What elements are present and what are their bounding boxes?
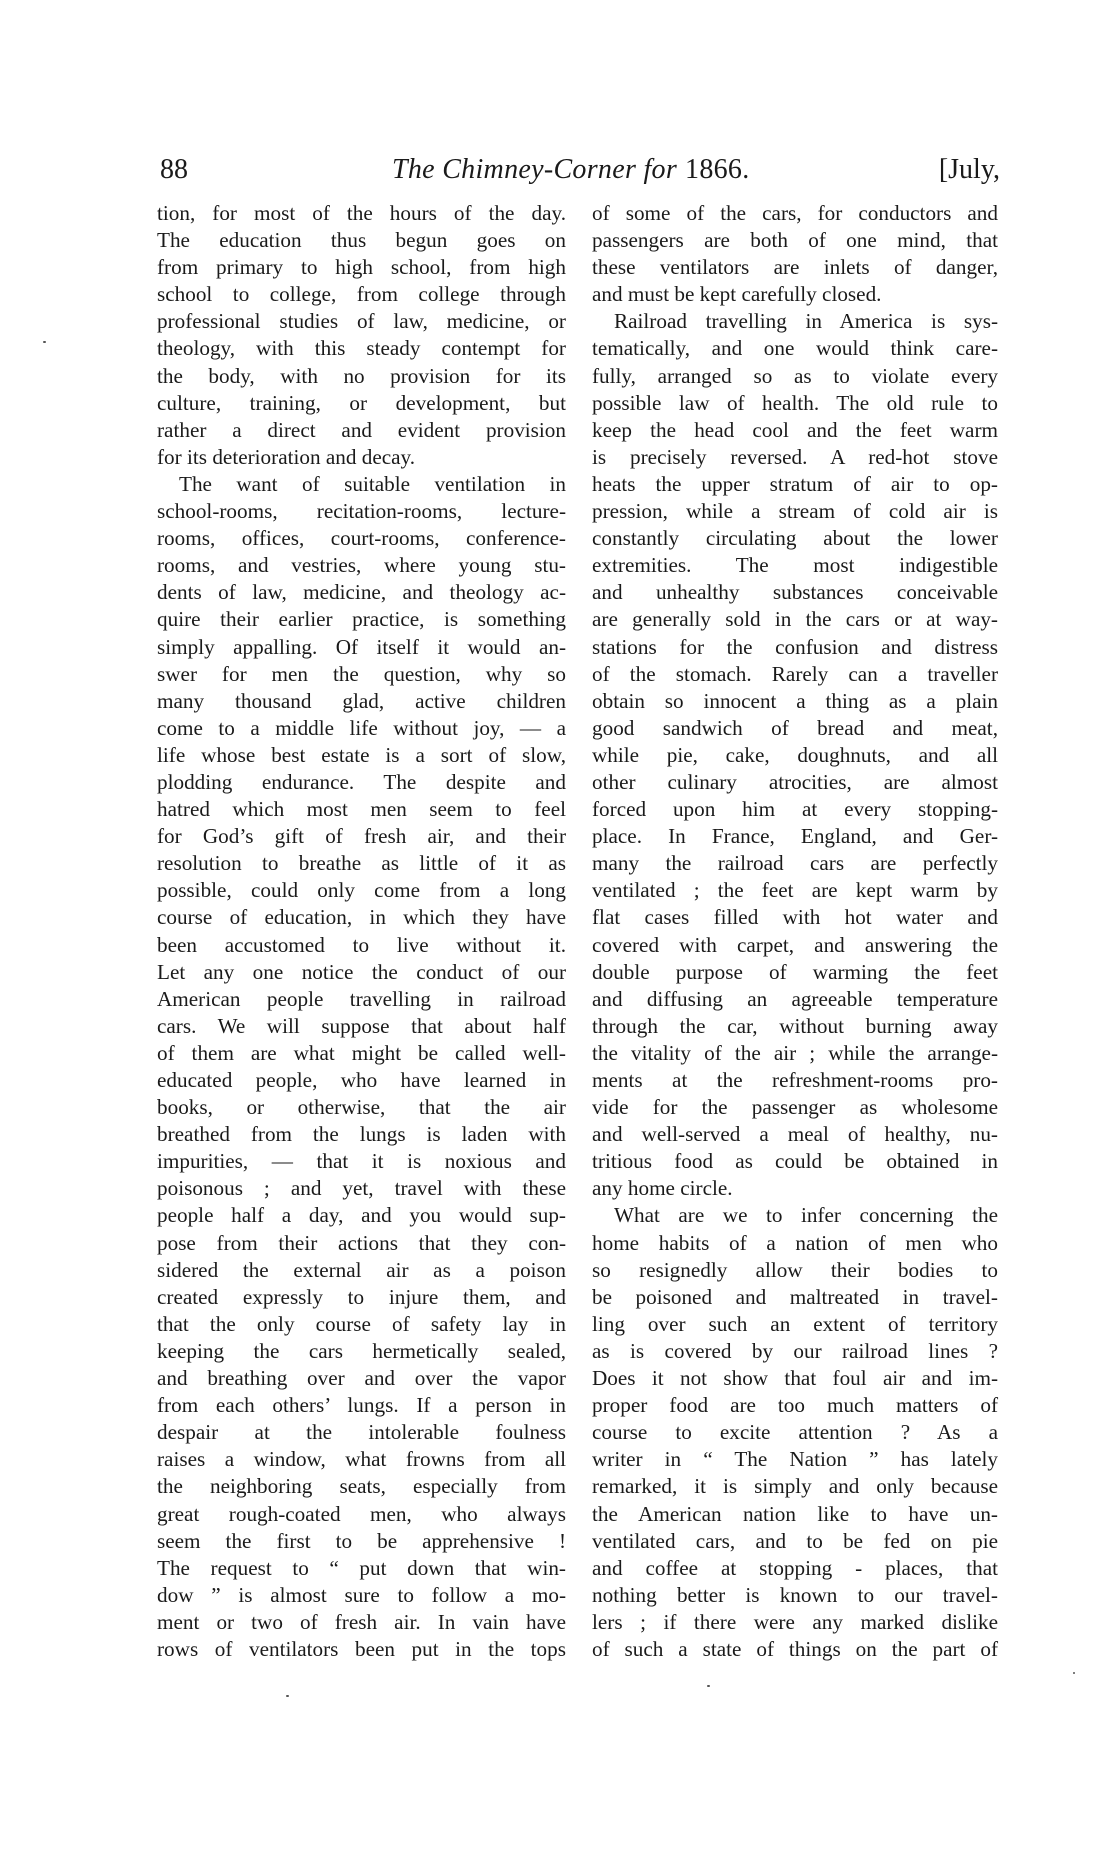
text-line: is precisely reversed. A red-hot stove	[592, 444, 998, 469]
text-line: books, or otherwise, that the air	[157, 1095, 566, 1120]
text-line: course of education, in which they have	[157, 905, 566, 930]
text-line: and unhealthy substances conceivable	[592, 580, 998, 605]
publication-year: 1866.	[685, 154, 750, 185]
text-line: flat cases filled with hot water and	[592, 905, 998, 930]
text-line: as is covered by our railroad lines ?	[592, 1338, 998, 1363]
text-line: theology, with this steady contempt for	[157, 336, 566, 361]
publication-title: The Chimney-Corner for	[392, 154, 678, 185]
text-line: despair at the intolerable foulness	[157, 1420, 566, 1445]
left-text-column	[157, 200, 566, 1663]
text-line: and coffee at stopping - places, that	[592, 1555, 998, 1580]
text-line: plodding endurance. The despite and	[157, 769, 566, 794]
scan-speck	[43, 341, 46, 343]
text-line: ventilated cars, and to be fed on pie	[592, 1528, 998, 1553]
text-line: What are we to infer concerning the	[614, 1203, 998, 1228]
text-line: double purpose of warming the feet	[592, 959, 998, 984]
text-line: school-rooms, recitation-rooms, lecture-	[157, 499, 566, 524]
text-line: possible law of health. The old rule to	[592, 390, 998, 415]
text-line: Railroad travelling in America is sys-	[614, 309, 998, 334]
text-line: lers ; if there were any marked dislike	[592, 1609, 998, 1634]
text-line: possible, could only come from a long	[157, 878, 566, 903]
scan-speck	[1073, 1672, 1075, 1674]
text-line: pose from their actions that they con-	[157, 1230, 566, 1255]
text-line: raises a window, what frowns from all	[157, 1447, 566, 1472]
text-line: the body, with no provision for its	[157, 363, 566, 388]
text-line: keeping the cars hermetically sealed,	[157, 1338, 566, 1363]
text-line: the American nation like to have un-	[592, 1501, 998, 1526]
text-line: school to college, from college through	[157, 282, 566, 307]
text-line: of some of the cars, for conductors and	[592, 201, 998, 225]
text-line: passengers are both of one mind, that	[592, 228, 998, 253]
text-line: these ventilators are inlets of danger,	[592, 255, 998, 280]
text-line: for God’s gift of fresh air, and their	[157, 824, 566, 849]
text-line: pression, while a stream of cold air is	[592, 499, 998, 524]
text-line: from primary to high school, from high	[157, 255, 566, 280]
text-line: ventilated ; the feet are kept warm by	[592, 878, 998, 903]
text-line: ments at the refreshment-rooms pro-	[592, 1068, 998, 1092]
text-line: breathed from the lungs is laden with	[157, 1122, 566, 1147]
text-line: ling over such an extent of territory	[592, 1311, 998, 1336]
text-line: seem the first to be apprehensive !	[157, 1528, 566, 1553]
text-line: created expressly to injure them, and	[157, 1284, 566, 1309]
text-line: impurities, — that it is noxious and	[157, 1149, 566, 1174]
text-line: swer for men the question, why so	[157, 661, 566, 686]
text-line: educated people, who have learned in	[157, 1068, 566, 1092]
text-line: The education thus begun goes on	[157, 228, 566, 253]
text-line: extremities. The most indigestible	[592, 553, 998, 578]
text-line: culture, training, or development, but	[157, 390, 566, 415]
text-line: course to excite attention ? As a	[592, 1420, 998, 1445]
text-line: for its deterioration and decay.	[157, 444, 416, 469]
text-line: while pie, cake, doughnuts, and all	[592, 742, 998, 767]
text-line: vide for the passenger as wholesome	[592, 1095, 998, 1120]
text-line: and breathing over and over the vapor	[157, 1366, 566, 1391]
text-line: hatred which most men seem to feel	[157, 797, 566, 822]
text-line: cars. We will suppose that about half	[157, 1013, 566, 1038]
text-line: of the stomach. Rarely can a traveller	[592, 661, 998, 686]
text-line: tematically, and one would think care-	[592, 336, 998, 361]
text-line: dow ” is almost sure to follow a mo-	[157, 1582, 566, 1607]
text-line: been accustomed to live without it.	[157, 932, 566, 957]
text-line: of them are what might be called well-	[157, 1040, 566, 1065]
text-line: and must be kept carefully closed.	[592, 282, 882, 307]
text-line: heats the upper stratum of air to op-	[592, 471, 998, 496]
text-line: rows of ventilators been put in the tops	[157, 1636, 566, 1661]
text-line: professional studies of law, medicine, or	[157, 309, 566, 334]
text-line: dents of law, medicine, and theology ac-	[157, 580, 566, 605]
text-line: quire their earlier practice, is something	[157, 607, 566, 632]
text-line: of such a state of things on the part of	[592, 1636, 998, 1661]
text-line: through the car, without burning away	[592, 1013, 998, 1038]
text-line: are generally sold in the cars or at way-	[592, 607, 998, 632]
running-header	[157, 152, 1000, 188]
scan-speck	[707, 1685, 710, 1687]
text-line: come to a middle life without joy, — a	[157, 715, 566, 740]
text-line: and diffusing an agreeable temperature	[592, 986, 998, 1011]
text-line: and well-served a meal of healthy, nu-	[592, 1122, 998, 1147]
text-line: Does it not show that foul air and im-	[592, 1366, 998, 1391]
text-line: covered with carpet, and answering the	[592, 932, 998, 957]
text-line: from each others’ lungs. If a person in	[157, 1393, 566, 1418]
running-title	[392, 152, 750, 188]
right-text-column	[592, 200, 998, 1663]
issue-month: [July,	[938, 154, 1000, 185]
text-line: keep the head cool and the feet warm	[592, 417, 998, 442]
text-line: writer in “ The Nation ” has lately	[592, 1447, 998, 1472]
text-line: sidered the external air as a poison	[157, 1257, 566, 1282]
text-line: place. In France, England, and Ger-	[592, 824, 998, 849]
text-line: rooms, and vestries, where young stu-	[157, 553, 566, 578]
page-number: 88	[160, 154, 188, 185]
text-line: ment or two of fresh air. In vain have	[157, 1609, 566, 1634]
text-line: resolution to breathe as little of it as	[157, 851, 566, 876]
text-line: people half a day, and you would sup-	[157, 1203, 566, 1228]
text-line: the neighboring seats, especially from	[157, 1474, 566, 1499]
text-line: forced upon him at every stopping-	[592, 797, 998, 822]
text-line: life whose best estate is a sort of slow,	[157, 742, 566, 767]
text-line: The want of suitable ventilation in	[179, 471, 566, 496]
text-line: simply appalling. Of itself it would an-	[157, 634, 566, 659]
text-line: other culinary atrocities, are almost	[592, 769, 998, 794]
text-line: constantly circulating about the lower	[592, 526, 998, 551]
text-line: be poisoned and maltreated in travel-	[592, 1284, 998, 1309]
text-line: rather a direct and evident provision	[157, 417, 566, 442]
text-line: good sandwich of bread and meat,	[592, 715, 998, 740]
text-line: tion, for most of the hours of the day.	[157, 201, 566, 225]
text-line: American people travelling in railroad	[157, 986, 566, 1011]
text-line: nothing better is known to our travel-	[592, 1582, 998, 1607]
text-line: poisonous ; and yet, travel with these	[157, 1176, 566, 1201]
text-line: Let any one notice the conduct of our	[157, 959, 566, 984]
text-line: The request to “ put down that win-	[157, 1555, 566, 1580]
text-line: rooms, offices, court-rooms, conference-	[157, 526, 566, 551]
text-line: the vitality of the air ; while the arrange-	[592, 1040, 998, 1065]
text-line: stations for the confusion and distress	[592, 634, 998, 659]
text-line: great rough-coated men, who always	[157, 1501, 566, 1526]
text-line: home habits of a nation of men who	[592, 1230, 998, 1255]
text-line: remarked, it is simply and only because	[592, 1474, 998, 1499]
text-line: many thousand glad, active children	[157, 688, 566, 713]
text-line: many the railroad cars are perfectly	[592, 851, 998, 876]
text-line: tritious food as could be obtained in	[592, 1149, 998, 1174]
text-line: obtain so innocent a thing as a plain	[592, 688, 998, 713]
text-line: so resignedly allow their bodies to	[592, 1257, 998, 1282]
text-line: proper food are too much matters of	[592, 1393, 998, 1418]
scan-speck	[286, 1695, 289, 1697]
text-line: fully, arranged so as to violate every	[592, 363, 998, 388]
text-line: any home circle.	[592, 1176, 733, 1201]
text-line: that the only course of safety lay in	[157, 1311, 566, 1336]
